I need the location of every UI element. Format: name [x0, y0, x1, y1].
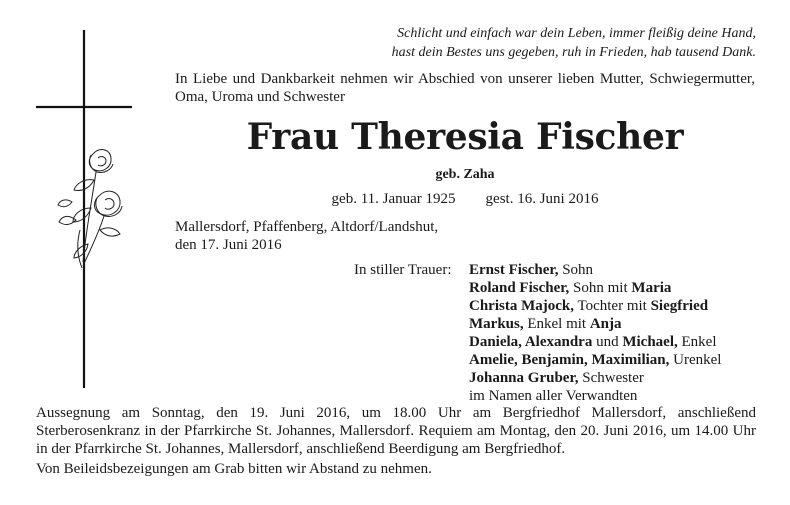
mourner-relation: Tochter mit	[574, 298, 651, 314]
place-line-2: den 17. Juni 2016	[175, 237, 282, 253]
mourner-entry	[469, 261, 721, 279]
place-and-date	[175, 218, 575, 254]
mourners-list	[469, 261, 721, 405]
maiden-name: geb. Zaha	[435, 167, 495, 182]
rose-icon	[58, 150, 122, 268]
mourners-label: In stiller Trauer:	[354, 262, 452, 278]
poem-line-2: hast dein Bestes uns gegeben, ruh in Frieden, hab tausend Dank.	[391, 45, 756, 60]
mourner-relation: Schwester	[578, 370, 644, 386]
mourner-entry	[469, 297, 721, 315]
mourner-partner: Anja	[589, 316, 622, 332]
mourner-entry	[469, 333, 721, 351]
deceased-name: Frau Theresia Fischer	[246, 116, 684, 158]
mourner-partner: Maria	[631, 280, 672, 296]
place-line-1: Mallersdorf, Pfaffenberg, Altdorf/Landshut,	[175, 219, 439, 235]
mourner-entry	[469, 315, 721, 333]
mourner-relation: Enkel mit	[523, 316, 590, 332]
mourner-entry	[469, 351, 721, 369]
mourner-connector: und	[592, 334, 623, 350]
poem-line-1: Schlicht und einfach war dein Leben, immer fleißig deine Hand,	[397, 26, 756, 41]
mourner-relation: Sohn mit	[569, 280, 632, 296]
mourner-name: Michael,	[622, 334, 678, 350]
intro-text: In Liebe und Dankbarkeit nehmen wir Abschied von unserer lieben Mutter, Schwiegermutter, Oma, Uroma und Schwester	[175, 71, 755, 105]
mourner-name: Daniela, Alexandra	[469, 334, 593, 350]
mourner-name: Johanna Gruber,	[469, 370, 579, 386]
death-date: gest. 16. Juni 2016	[485, 191, 599, 207]
mourner-relatives: im Namen aller Verwandten	[469, 388, 638, 404]
mourner-name: Markus,	[469, 316, 524, 332]
life-dates	[175, 190, 755, 208]
mourner-name: Ernst Fischer,	[469, 262, 559, 278]
mourner-name: Amelie, Benjamin, Maximilian,	[469, 352, 670, 368]
birth-date: geb. 11. Januar 1925	[331, 191, 456, 207]
mourner-entry	[469, 387, 721, 405]
mourner-relation: Sohn	[558, 262, 594, 278]
mourner-name: Christa Majock,	[469, 298, 574, 314]
mourner-entry	[469, 369, 721, 387]
closing-note: Von Beileidsbezeigungen am Grab bitten wir Abstand zu nehmen.	[36, 461, 432, 477]
cross-with-roses-icon	[36, 30, 136, 390]
poem	[286, 24, 756, 62]
mourner-partner: Siegfried	[650, 298, 709, 314]
mourner-relation: Urenkel	[669, 352, 722, 368]
mourner-relation: Enkel	[677, 334, 717, 350]
mourner-entry	[469, 279, 721, 297]
mourner-name: Roland Fischer,	[469, 280, 570, 296]
service-details: Aussegnung am Sonntag, den 19. Juni 2016, um 18.00 Uhr am Bergfriedhof Mallersdorf, anschließend Sterberosenkranz in der Pfarrkirche St. Johannes, Mallersdorf. Requiem am Montag, den 20. Juni 2016, um 14.00 Uhr in der Pfarrkirche St. Johannes, Mallersdorf, anschließend Beerdigung am Bergfriedhof.	[36, 405, 756, 457]
